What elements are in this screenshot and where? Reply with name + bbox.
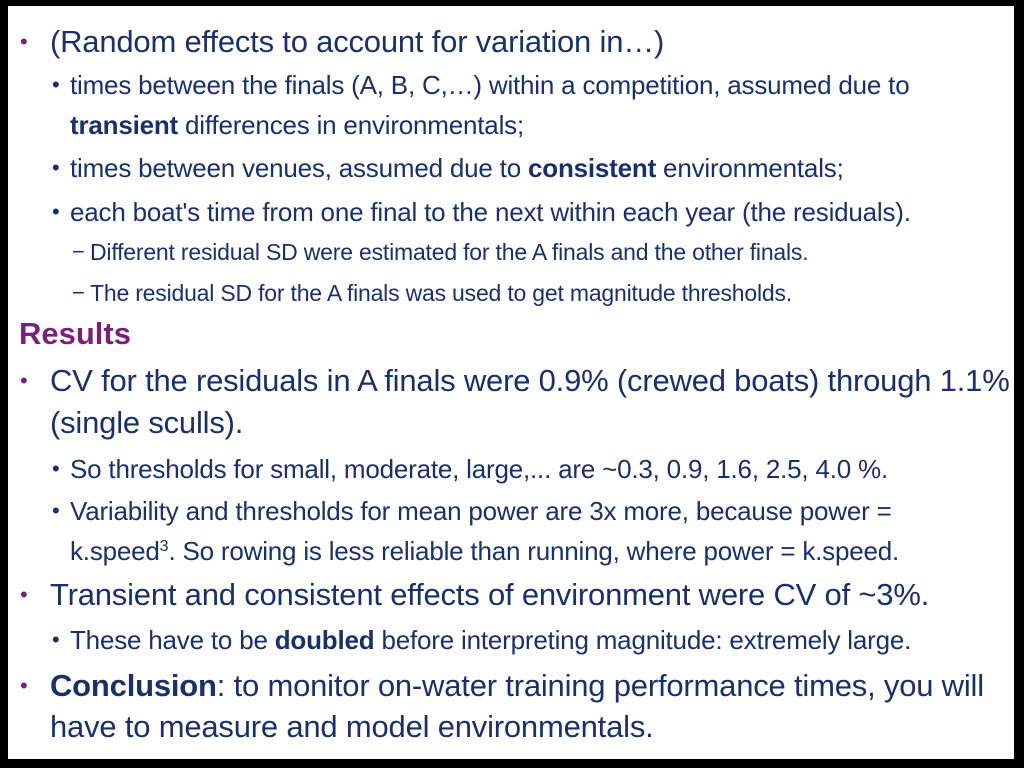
bullet-text: (Random effects to account for variation in…) [50,24,665,59]
sub-bullet-text [70,620,911,660]
text-span: differences in environmentals; [178,110,524,140]
sub-sub-bullet-text: The residual SD for the A finals was used to get magnitude thresholds. [90,280,792,306]
results-heading: Results [19,316,131,351]
bullet: • [20,368,28,393]
emphasis: transient [70,110,179,140]
sub-bullet: • [52,72,60,97]
sub-bullet: • [52,199,60,224]
bullet: • [20,582,28,607]
emphasis: Conclusion [50,668,217,703]
sub-bullet-text-continued [70,105,524,145]
sub-bullet-text: times between the finals (A, B, C,…) within a competition, assumed due to [70,70,910,100]
sub-bullet-text: each boat's time from one final to the next within each year (the residuals). [70,197,911,227]
slide [8,6,1014,759]
bullet: • [20,29,28,54]
sub-bullet: • [52,627,60,652]
sub-bullet: • [52,498,60,523]
bullet-text-continued: (single sculls). [50,405,244,440]
sub-bullet-text: Variability and thresholds for mean power are 3x more, because power = [70,496,892,526]
bullet-text: Transient and consistent effects of environment were CV of ~3%. [50,577,930,612]
text-span: These have to be [70,625,275,655]
conclusion-text-continued: have to measure and model environmentals. [50,709,654,744]
sub-bullet-text-continued [70,531,899,571]
conclusion-text [50,665,984,707]
sub-sub-bullet-text: Different residual SD were estimated for the A finals and the other finals. [90,239,809,265]
dash-bullet: − [72,280,85,305]
bullet-text: CV for the residuals in A finals were 0.9% (crewed boats) through 1.1% [50,363,1010,398]
sub-bullet: • [52,456,60,481]
emphasis: consistent [528,153,657,183]
superscript: 3 [159,537,169,556]
text-span: : to monitor on-water training performance times, you will [216,668,984,703]
text-span: environmentals; [656,153,844,183]
text-span: times between venues, assumed due to [70,153,528,183]
sub-bullet-text: So thresholds for small, moderate, large,... are ~0.3, 0.9, 1.6, 2.5, 4.0 %. [70,454,888,484]
bullet: • [20,673,28,698]
sub-bullet-text [70,148,844,188]
emphasis: doubled [274,625,375,655]
text-span: k.speed [70,536,160,566]
dash-bullet: − [72,239,85,264]
sub-bullet: • [52,155,60,180]
text-span: . So rowing is less reliable than running, where power = k.speed. [168,536,900,566]
text-span: before interpreting magnitude: extremely large. [374,625,912,655]
